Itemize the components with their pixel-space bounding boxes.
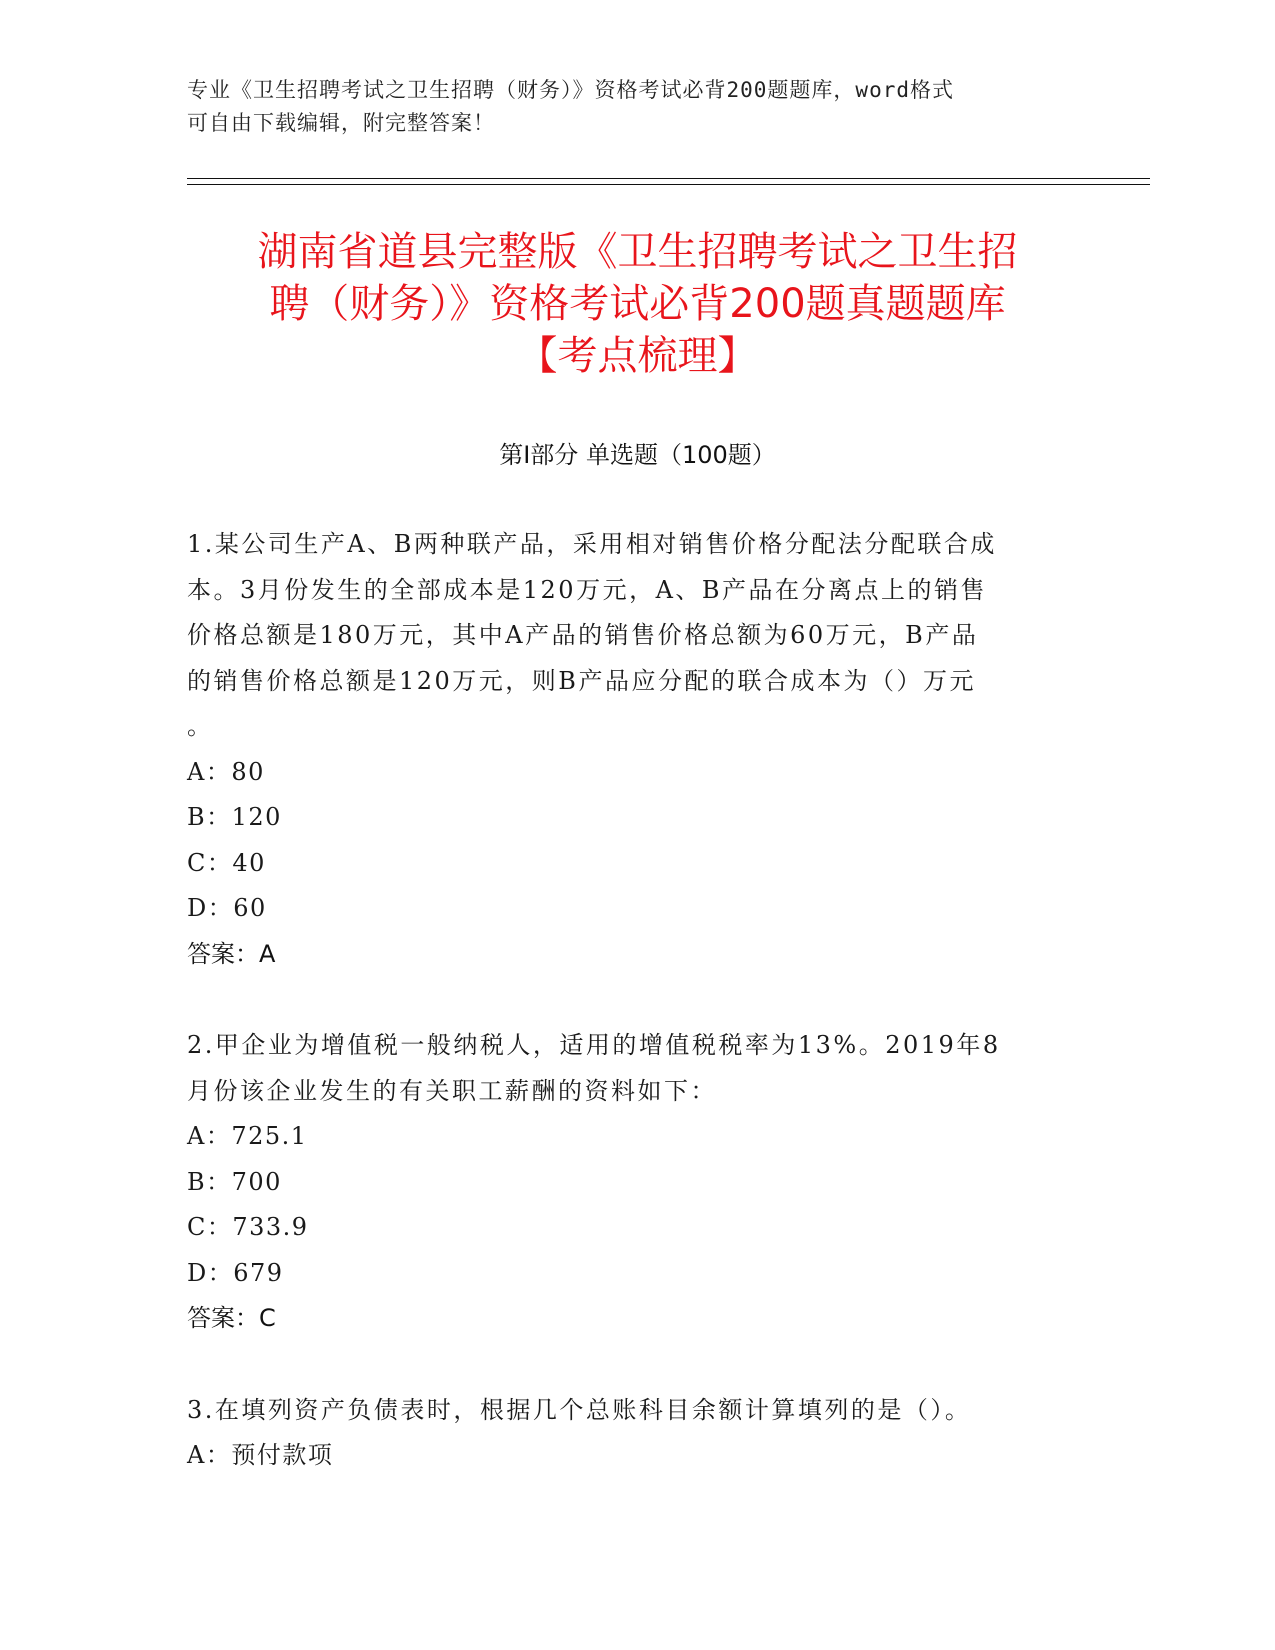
header-divider-top bbox=[187, 178, 1150, 179]
section-title: 第Ⅰ部分 单选题（100题） bbox=[499, 441, 776, 469]
document-title-line-2: 聘（财务）》资格考试必背200题真题题库 bbox=[269, 281, 1006, 327]
question-stem bbox=[187, 522, 1067, 750]
question-stem bbox=[187, 1023, 1067, 1114]
option-b: B：120 bbox=[187, 803, 282, 831]
option-a: A：80 bbox=[187, 757, 265, 786]
question-stem-line: 本。3月份发生的全部成本是120万元，A、B产品在分离点上的销售 bbox=[187, 575, 988, 604]
option-a: A：725.1 bbox=[187, 1122, 308, 1150]
document-title bbox=[150, 226, 1125, 382]
question-stem-line: 。 bbox=[187, 712, 214, 740]
question-stem-line: 价格总额是180万元，其中A产品的销售价格总额为60万元，B产品 bbox=[187, 621, 979, 649]
question-stem-line: 2.甲企业为增值税一般纳税人，适用的增值税税率为13%。2019年8 bbox=[187, 1031, 1001, 1059]
question-stem bbox=[187, 1388, 1067, 1434]
question-1 bbox=[187, 522, 1067, 977]
option-c: C：733.9 bbox=[187, 1213, 309, 1241]
option-c: C：40 bbox=[187, 848, 266, 877]
option-b: B：700 bbox=[187, 1167, 282, 1196]
question-3 bbox=[187, 1388, 1067, 1479]
option-a: A：预付款项 bbox=[187, 1441, 334, 1469]
document-title-line-1: 湖南省道县完整版《卫生招聘考试之卫生招 bbox=[257, 229, 1018, 275]
option-d: D：679 bbox=[187, 1258, 284, 1287]
question-2 bbox=[187, 1023, 1067, 1342]
question-stem-line: 1.某公司生产A、B两种联产品，采用相对销售价格分配法分配联合成 bbox=[187, 530, 997, 558]
answer-label: 答案：A bbox=[187, 939, 276, 968]
header-note-line-2: 可自由下载编辑，附完整答案！ bbox=[187, 111, 495, 135]
question-list bbox=[187, 522, 1067, 1525]
header-note-line-1: 专业《卫生招聘考试之卫生招聘（财务）》资格考试必背200题题库，word格式 bbox=[187, 78, 954, 102]
document-title-line-3: 【考点梳理】 bbox=[517, 333, 758, 379]
question-stem-line: 3.在填列资产负债表时，根据几个总账科目余额计算填列的是（）。 bbox=[187, 1395, 972, 1424]
answer-label: 答案：C bbox=[187, 1304, 276, 1332]
option-d: D：60 bbox=[187, 894, 267, 922]
question-stem-line: 的销售价格总额是120万元，则B产品应分配的联合成本为（）万元 bbox=[187, 666, 976, 695]
header-note bbox=[187, 74, 1067, 140]
question-stem-line: 月份该企业发生的有关职工薪酬的资料如下： bbox=[187, 1076, 717, 1105]
header-divider-bottom bbox=[187, 184, 1150, 185]
